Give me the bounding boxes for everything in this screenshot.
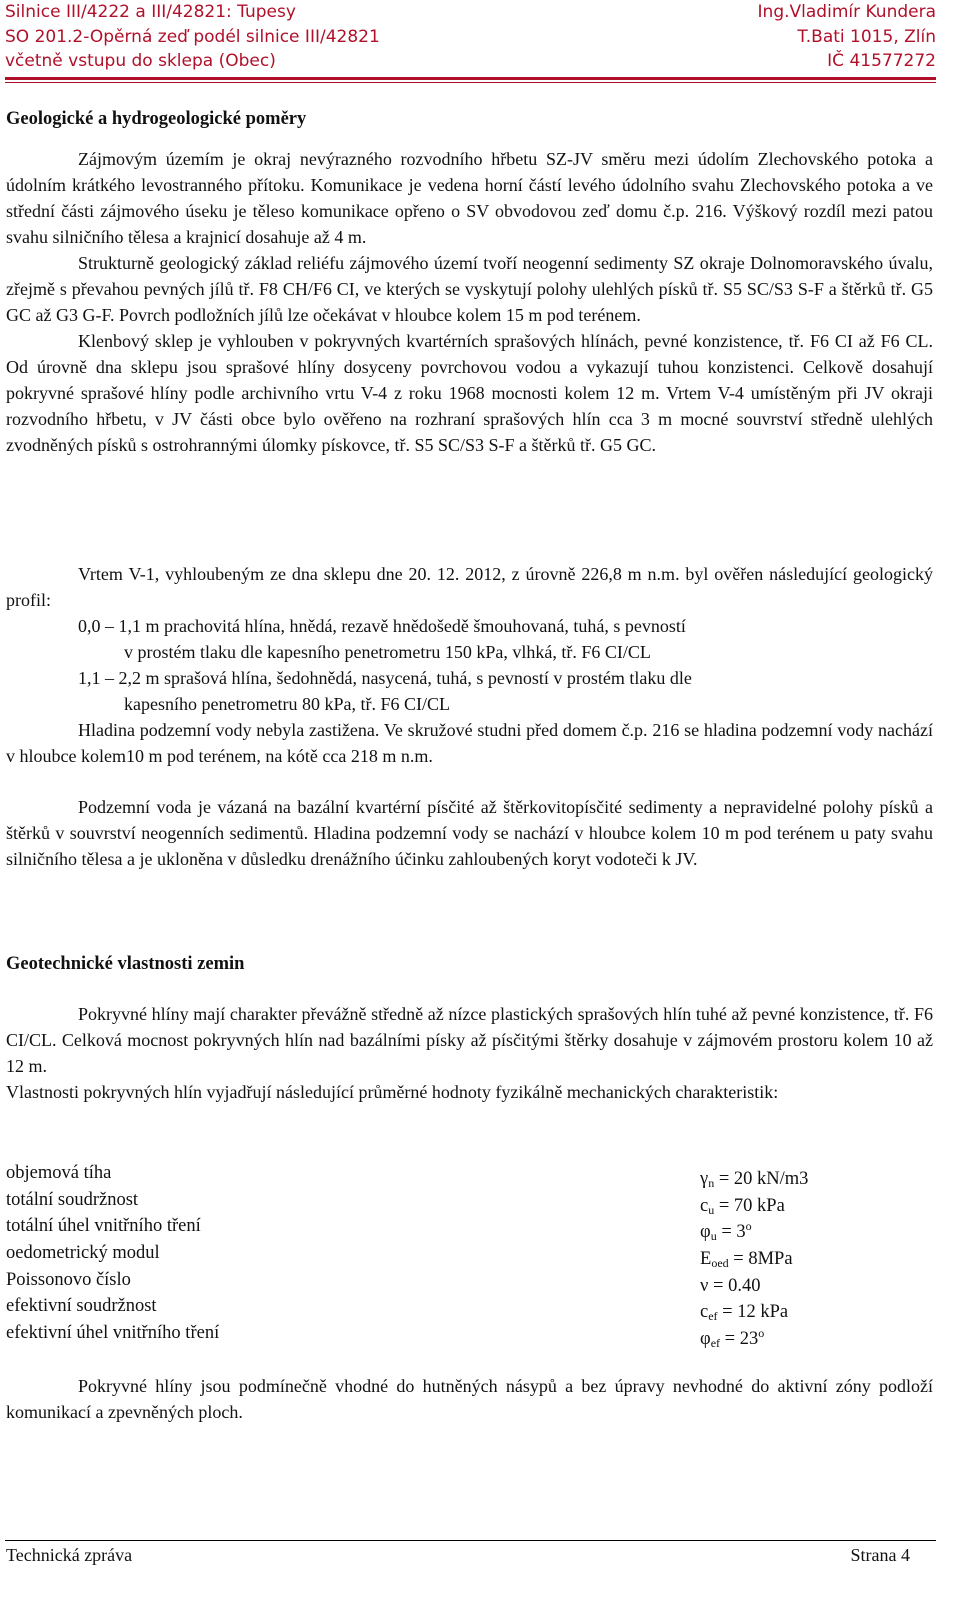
property-value: $\varphi_u = 3^o$: [700, 1219, 752, 1244]
property-row: [6, 1160, 926, 1190]
soil-properties-table: [6, 1160, 926, 1351]
footer-page-number: Strana 4: [850, 1545, 910, 1565]
section-geology-profile: [6, 561, 933, 769]
property-value: $E_{oed} = 8MPa$: [700, 1249, 793, 1271]
property-name: efektivní úhel vnitřního tření: [6, 1323, 220, 1344]
header-author-address: T.Bati 1015, Zlín: [797, 26, 936, 47]
profile-layer-1-cont: v prostém tlaku dle kapesního penetrometru 150 kPa, vlhká, tř. F6 CI/CL: [124, 642, 651, 662]
property-row: [6, 1240, 926, 1271]
property-name: Poissonovo číslo: [6, 1269, 131, 1290]
property-name: objemová tíha: [6, 1163, 112, 1183]
header-author-id: IČ 41577272: [827, 51, 936, 71]
header-author-name: Ing.Vladimír Kundera: [757, 2, 936, 22]
profile-layer-2: 1,1 – 2,2 m sprašová hlína, šedohnědá, nasycená, tuhá, s pevností v prostém tlaku dle: [78, 668, 692, 688]
property-value: ν = 0.40: [700, 1275, 761, 1296]
paragraph: Hladina podzemní vody nebyla zastižena. Ve skružové studni před domem č.p. 216 se hladina podzemní vody nachází v hloubce kolem10 m pod terénem, na kótě cca 218 m n.m.: [6, 720, 933, 766]
profile-layer-2-cont: kapesního penetrometru 80 kPa, tř. F6 CI/CL: [124, 694, 450, 714]
property-name: totální úhel vnitřního tření: [6, 1216, 201, 1237]
paragraph: Klenbový sklep je vyhlouben v pokryvných kvartérních sprašových hlínách, pevné konzistence, tř. F6 CI až F6 CL. Od úrovně dna sklepu jsou sprašové hlíny dosyceny povrchovou vodou a vykazují tuhou konzistenci. Celkově dosahují pokryvné sprašové hlíny podle archivního vrtu V-4 z roku 1968 mocnosti kolem 12 m. Vrtem V-4 umístěným při JV okraji rozvodního hřbetu, v JV části obce bylo ověřeno na rozhraní sprašových hlín cca 3 m mocné souvrství středně ulehlých zvodněných písků s ostrohrannými úlomky pískovce, tř. S5 SC/S3 S-F a štěrků tř. G5 GC.: [6, 331, 933, 455]
property-row: [6, 1320, 926, 1351]
property-value: $\gamma_n = 20$ kN/m3: [700, 1169, 809, 1190]
profile-layer-1: 0,0 – 1,1 m prachovitá hlína, hnědá, rezavě hnědošedě šmouhovaná, tuhá, s pevností: [78, 616, 686, 636]
property-row: [6, 1213, 926, 1244]
paragraph: Vrtem V-1, vyhloubeným ze dna sklepu dne 20. 12. 2012, z úrovně 226,8 m n.m. byl ověřen následující geologický profil:: [6, 564, 933, 610]
section-groundwater: [6, 794, 933, 872]
footer-rule: [5, 1540, 936, 1541]
property-value: $c_u = 70$ kPa: [700, 1195, 785, 1217]
section-heading-geotechnical: Geotechnické vlastnosti zemin: [6, 954, 245, 974]
header-object-title: SO 201.2-Opěrná zeď podél silnice III/42821: [5, 26, 380, 47]
property-value: $\varphi_{ef} = 23^o$: [700, 1326, 765, 1351]
property-value: $c_{ef} = 12$ kPa: [700, 1302, 789, 1324]
page-footer: [6, 1542, 910, 1568]
header-object-subtitle: včetně vstupu do sklepa (Obec): [5, 51, 276, 71]
property-name: oedometrický modul: [6, 1243, 160, 1264]
paragraph: Vlastnosti pokryvných hlín vyjadřují následující průměrné hodnoty fyzikálně mechanických charakteristik:: [6, 1082, 779, 1102]
header-rule-thick: [5, 77, 936, 80]
section-heading-geology: Geologické a hydrogeologické poměry: [6, 109, 307, 129]
footer-document-name: Technická zpráva: [6, 1545, 133, 1565]
header-project-title: Silnice III/4222 a III/42821: Tupesy: [5, 2, 296, 22]
section-geotechnical-conclusion: [6, 1373, 933, 1425]
section-geology-body: [6, 146, 933, 458]
header-rule-thin: [5, 82, 936, 83]
paragraph: Zájmovým územím je okraj nevýrazného rozvodního hřbetu SZ-JV směru mezi údolím Zlechovského potoka a údolním krátkého levostranného přítoku. Komunikace je vedena horní částí levého údolního svahu Zlechovského potoka a ve střední části zájmového úseku je těleso komunikace opřeno o SV obvodovou zeď domu č.p. 216. Výškový rozdíl mezi patou svahu silničního tělesa a krajnicí dosahuje až 4 m.: [6, 149, 933, 247]
paragraph: Pokryvné hlíny jsou podmínečně vhodné do hutněných násypů a bez úpravy nevhodné do aktivní zóny podloží komunikací a zpevněných ploch.: [6, 1376, 933, 1422]
property-row: [6, 1293, 926, 1324]
property-row: [6, 1267, 926, 1294]
paragraph: Strukturně geologický základ reliéfu zájmového území tvoří neogenní sedimenty SZ okraje Dolnomoravského úvalu, zřejmě s převahou pevných jílů tř. F8 CH/F6 CI, ve kterých se vyskytují polohy ulehlých písků tř. S5 SC/S3 S-F a štěrků tř. G5 GC až G3 G-F. Povrch podložních jílů lze očekávat v hloubce kolem 15 m pod terénem.: [6, 253, 933, 325]
page-header: [5, 0, 936, 76]
property-row: [6, 1187, 926, 1217]
section-geotechnical-body: [6, 1001, 933, 1105]
property-name: totální soudržnost: [6, 1189, 139, 1210]
paragraph: Podzemní voda je vázaná na bazální kvartérní písčité až štěrkovitopísčité sedimenty a nepravidelné polohy písků a štěrků v souvrství neogenních sedimentů. Hladina podzemní vody se nachází v hloubce kolem 10 m pod terénem u paty svahu silničního tělesa a je ukloněna v důsledku drenážního účinku zahloubených koryt vodoteči k JV.: [6, 797, 933, 869]
paragraph: Pokryvné hlíny mají charakter převážně středně až nízce plastických sprašových hlín tuhé až pevné konzistence, tř. F6 CI/CL. Celková mocnost pokryvných hlín nad bazálními písky až písčitými štěrky dosahuje v zájmovém prostoru kolem 10 až 12 m.: [6, 1004, 933, 1076]
property-name: efektivní soudržnost: [6, 1296, 157, 1317]
